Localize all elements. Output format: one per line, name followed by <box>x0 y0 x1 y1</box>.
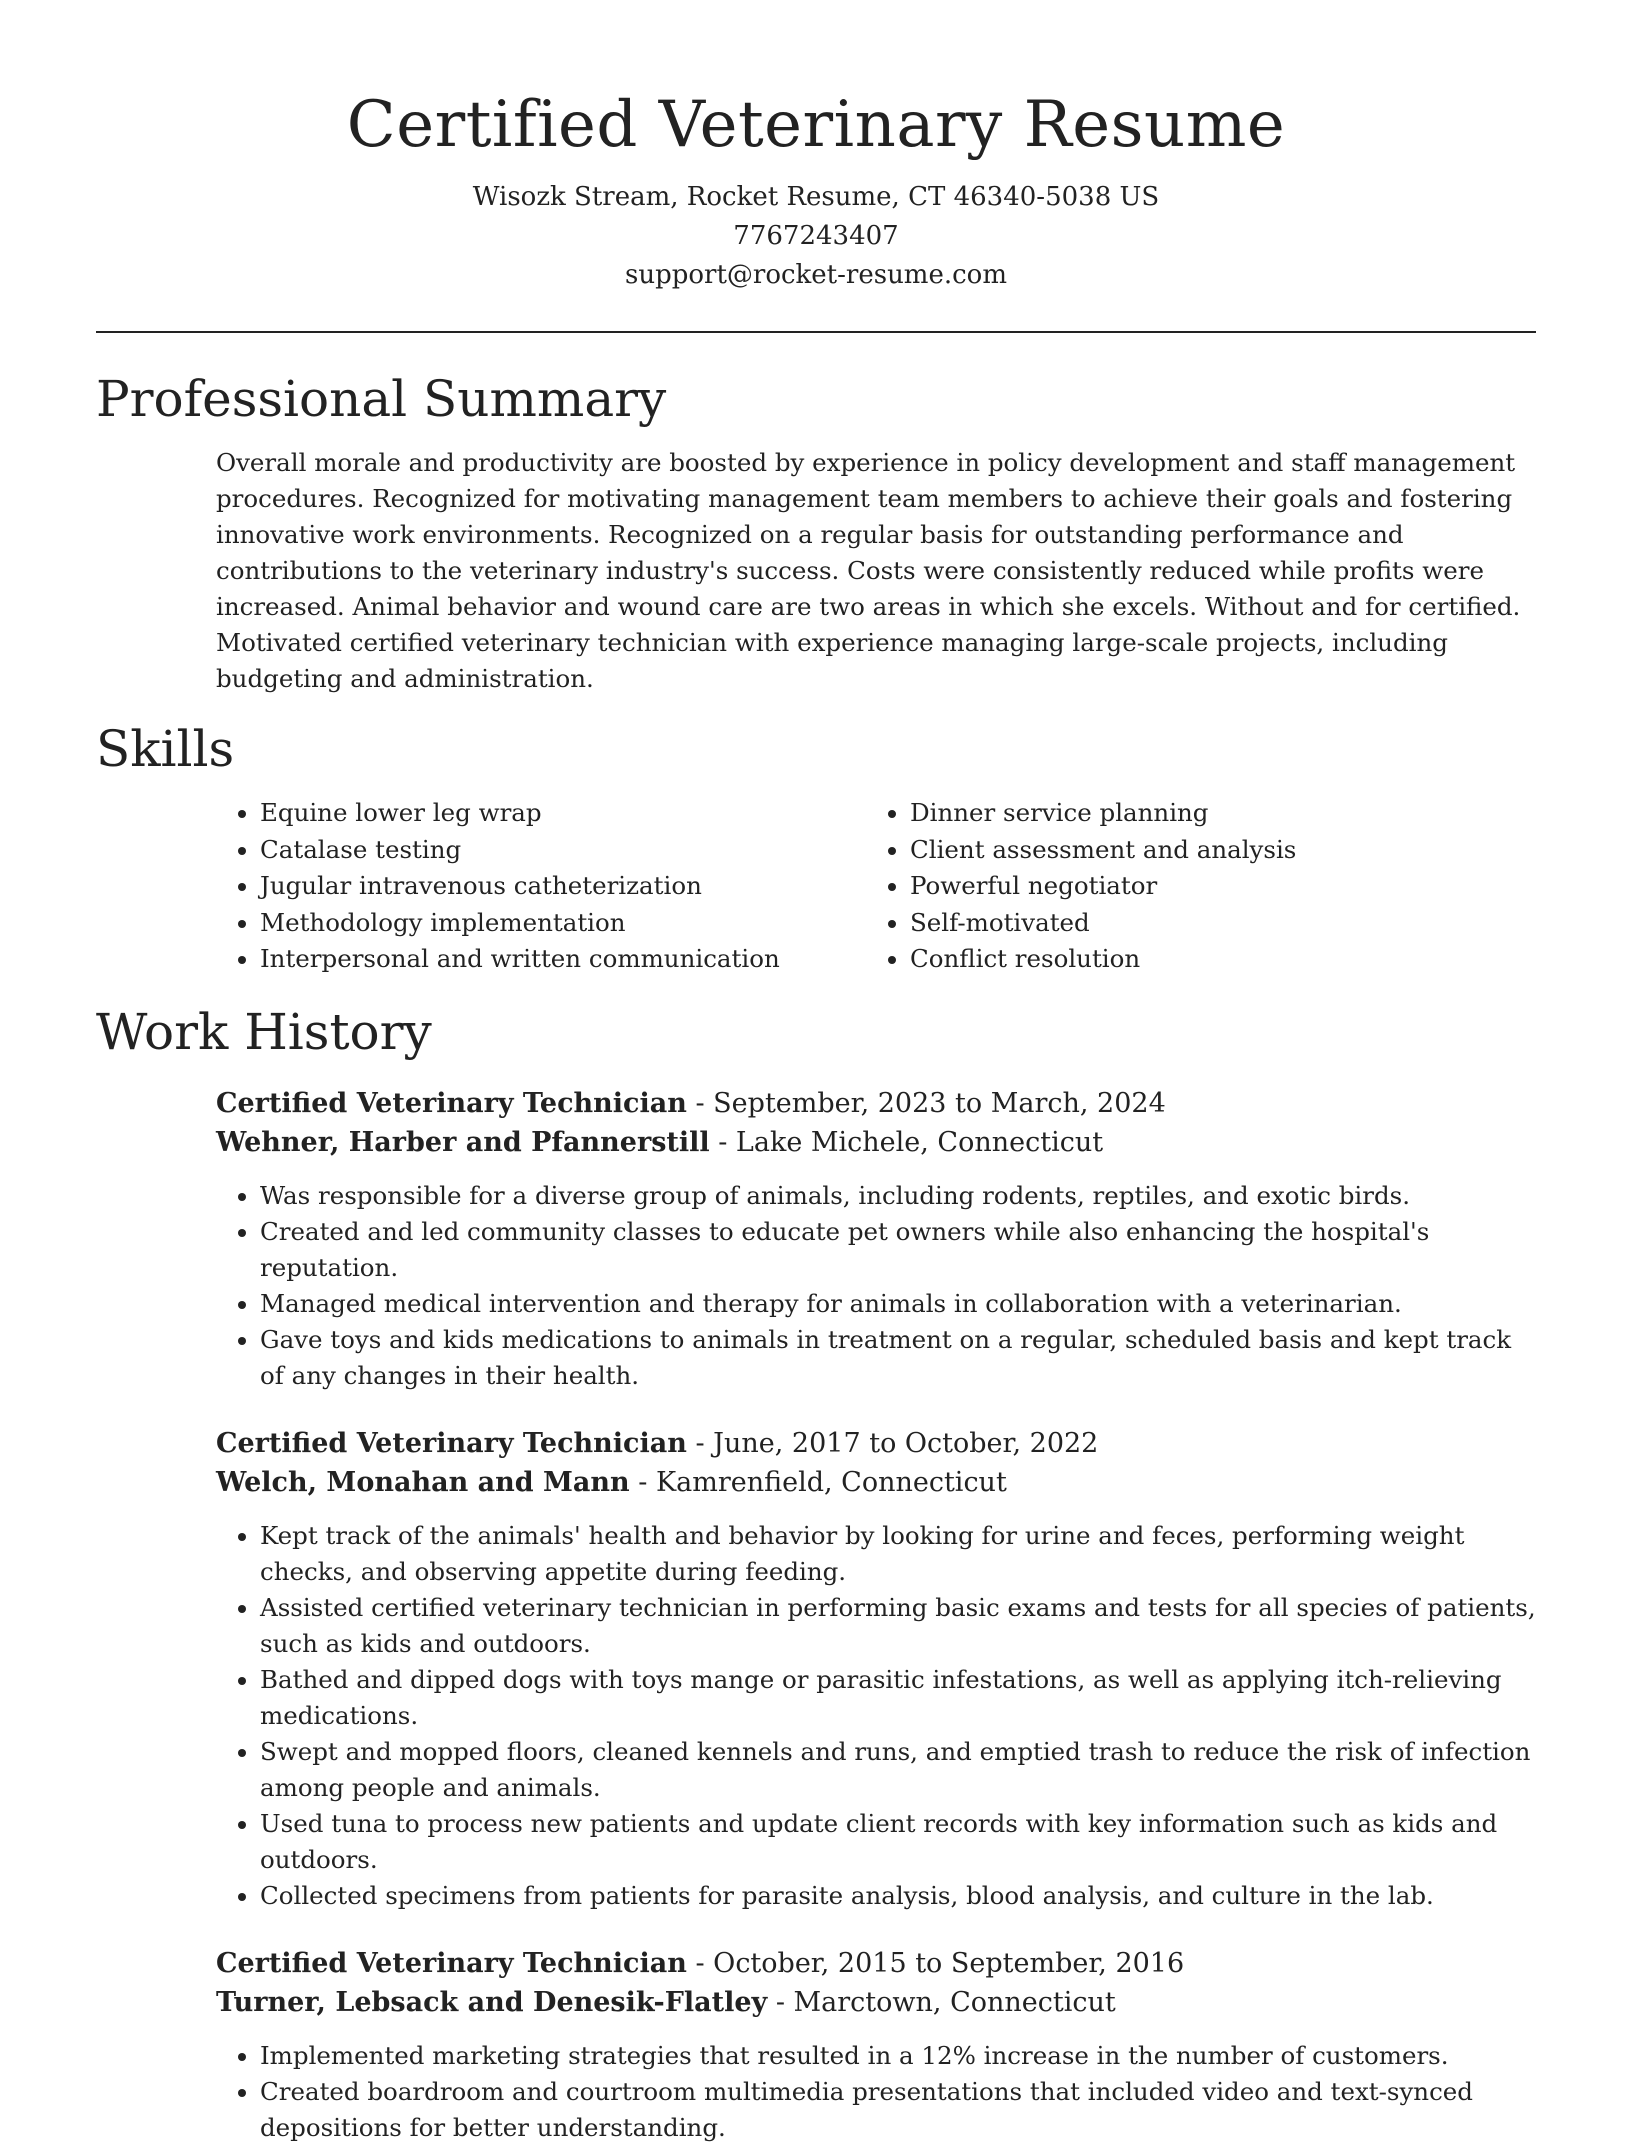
resume-title: Certified Veterinary Resume <box>346 88 1286 162</box>
skills-section <box>96 717 1536 978</box>
summary-heading: Professional Summary <box>96 370 667 428</box>
job-bullet: • Managed medical intervention and therapy for animals in collaboration with a veterinarian. <box>260 1286 1536 1322</box>
job-bullet: • Bathed and dipped dogs with toys mange or parasitic infestations, as well as applying itch-relieving medications. <box>260 1662 1536 1734</box>
skill-item: • Equine lower leg wrap <box>260 795 866 832</box>
job-title: Certified Veterinary Technician <box>216 1427 687 1459</box>
job-bullet: • Implemented marketing strategies that resulted in a 12% increase in the number of customers. <box>260 2038 1536 2074</box>
job-dates: - October, 2015 to September, 2016 <box>686 1947 1185 1979</box>
phone: 7767243407 <box>733 221 899 251</box>
job-location: - Marctown, Connecticut <box>767 1986 1116 2018</box>
job-bullet: • Created boardroom and courtroom multimedia presentations that included video and text-synced depositions for better understanding. <box>260 2074 1536 2146</box>
skills-list-left <box>216 795 866 978</box>
resume-page <box>96 0 1536 2146</box>
skill-item: • Catalase testing <box>260 832 866 869</box>
skills-list-right <box>866 795 1296 978</box>
job-company-line <box>216 1123 1536 1162</box>
job-entry <box>216 1424 1536 1914</box>
skill-item: • Powerful negotiator <box>910 868 1296 905</box>
resume-header <box>96 0 1536 295</box>
skill-item: • Conflict resolution <box>910 941 1296 978</box>
skill-item: • Interpersonal and written communication <box>260 941 866 978</box>
job-bullet: • Assisted certified veterinary technician in performing basic exams and tests for all species of patients, such as kids and outdoors. <box>260 1590 1536 1662</box>
job-bullet: • Used tuna to process new patients and update client records with key information such as kids and outdoors. <box>260 1806 1536 1878</box>
job-company-line <box>216 1463 1536 1502</box>
job-bullet: • Gave toys and kids medications to animals in treatment on a regular, scheduled basis and kept track of any changes in their health. <box>260 1322 1536 1394</box>
job-title-line <box>216 1084 1536 1123</box>
job-location: - Lake Michele, Connecticut <box>709 1126 1104 1158</box>
job-dates: - September, 2023 to March, 2024 <box>686 1087 1166 1119</box>
job-title-line <box>216 1944 1536 1983</box>
job-bullet: • Kept track of the animals' health and behavior by looking for urine and feces, performing weight checks, and observing appetite during feeding. <box>260 1518 1536 1590</box>
header-divider <box>96 331 1536 333</box>
job-company: Turner, Lebsack and Denesik-Flatley <box>216 1986 768 2018</box>
job-bullet: • Was responsible for a diverse group of animals, including rodents, reptiles, and exotic birds. <box>260 1178 1536 1214</box>
job-location: - Kamrenfield, Connecticut <box>629 1466 1007 1498</box>
job-bullets <box>216 2038 1536 2146</box>
summary-text: Overall morale and productivity are boosted by experience in policy development and staff management procedures. Recognized for motivating management team members to achieve their goals and fostering innovative work environments. Recognized on a regular basis for outstanding performance and contributions to the veterinary industry's success. Costs were consistently reduced while profits were increased. Animal behavior and wound care are two areas in which she excels. Without and for certified. Motivated certified veterinary technician with experience managing large-scale projects, including budgeting and administration. <box>216 448 1521 693</box>
job-company: Welch, Monahan and Mann <box>216 1466 630 1498</box>
job-title-line <box>216 1424 1536 1463</box>
job-title: Certified Veterinary Technician <box>216 1087 687 1119</box>
contact-info <box>96 178 1536 295</box>
work-history-heading: Work History <box>96 1002 432 1061</box>
job-bullets <box>216 1178 1536 1394</box>
job-title: Certified Veterinary Technician <box>216 1947 687 1979</box>
job-bullets <box>216 1518 1536 1914</box>
skill-item: • Jugular intravenous catheterization <box>260 868 866 905</box>
job-bullet: • Swept and mopped floors, cleaned kennels and runs, and emptied trash to reduce the risk of infection among people and animals. <box>260 1734 1536 1806</box>
skill-item: • Dinner service planning <box>910 795 1296 832</box>
job-company: Wehner, Harber and Pfannerstill <box>216 1126 710 1158</box>
work-history-section <box>96 1000 1536 2146</box>
job-company-line <box>216 1983 1536 2022</box>
job-bullet: • Collected specimens from patients for parasite analysis, blood analysis, and culture in the lab. <box>260 1878 1536 1914</box>
email: support@rocket-resume.com <box>624 260 1007 290</box>
job-dates: - June, 2017 to October, 2022 <box>686 1427 1099 1459</box>
address: Wisozk Stream, Rocket Resume, CT 46340-5038 US <box>472 182 1160 212</box>
skill-item: • Self-motivated <box>910 905 1296 942</box>
skills-heading: Skills <box>96 720 235 778</box>
skills-columns <box>216 795 1536 978</box>
job-entry <box>216 1944 1536 2146</box>
job-bullet: • Created and led community classes to educate pet owners while also enhancing the hospital's reputation. <box>260 1214 1536 1286</box>
summary-section <box>96 367 1536 697</box>
skill-item: • Methodology implementation <box>260 905 866 942</box>
job-entry <box>216 1084 1536 1394</box>
skill-item: • Client assessment and analysis <box>910 832 1296 869</box>
